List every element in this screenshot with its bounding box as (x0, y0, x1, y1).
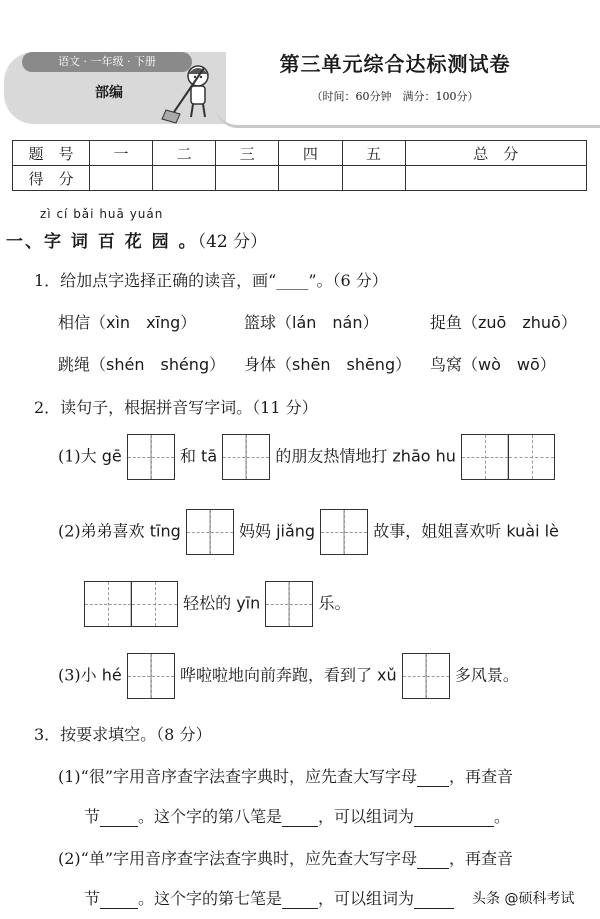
series-label: 语文 · 一年级 · 下册 (22, 52, 192, 72)
table-cell: 三 (216, 141, 279, 166)
header (0, 0, 600, 130)
score-input-cell[interactable] (342, 166, 405, 191)
writing-grid[interactable] (461, 434, 555, 480)
writing-grid[interactable] (265, 581, 313, 627)
table-cell: 一 (90, 141, 153, 166)
q2-prompt: 2．读句子，根据拼音写字词。（11 分） (34, 398, 318, 417)
writing-grid[interactable] (84, 581, 178, 627)
score-table (12, 140, 587, 191)
score-input-cell[interactable] (405, 166, 586, 191)
student-sweeping-icon (160, 62, 220, 124)
answer-blank[interactable] (414, 807, 494, 827)
q2-sentence-2-cont: 轻松的 yīn 乐。 (84, 581, 350, 627)
q3-item-1-line-1: (1)“很”字用音序查字法查字典时，应先查大写字母 ，再查音 (58, 767, 514, 786)
q1-item[interactable]: 身体（shēn shēng） (244, 355, 412, 374)
section1-points: （42 分） (197, 232, 268, 252)
header-divider (215, 105, 600, 128)
q1-item[interactable]: 捉鱼（zuō zhuō） (430, 313, 577, 332)
q3-item-1-line-2: 节 。这个字的第八笔是 ，可以组词为 。 (84, 807, 511, 826)
q1-item[interactable]: 相信（xìn xīng） (58, 313, 197, 332)
q3-item-2-line-2: 节 。这个字的第七笔是 ，可以组词为 (84, 886, 454, 909)
page-title: 第三单元综合达标测试卷 (279, 52, 511, 76)
table-cell: 得 分 (13, 166, 90, 191)
writing-grid[interactable] (127, 434, 175, 480)
score-input-cell[interactable] (153, 166, 216, 191)
table-cell: 四 (279, 141, 342, 166)
answer-blank[interactable] (100, 889, 138, 909)
q1-item[interactable]: 跳绳（shén shéng） (58, 355, 226, 374)
q3-prompt: 3．按要求填空。（8 分） (34, 725, 212, 744)
q2-sentence-1: (1)大 gē 和 tā 的朋友热情地打 zhāo hu (58, 434, 555, 480)
edition-label: 部编 (95, 85, 123, 101)
q1-item[interactable]: 鸟窝（wò wō） (430, 355, 556, 374)
score-table-header-row (13, 141, 587, 166)
score-input-cell[interactable] (216, 166, 279, 191)
answer-blank[interactable] (282, 807, 318, 827)
table-cell: 总 分 (405, 141, 586, 166)
q1-item[interactable]: 篮球（lán nán） (244, 313, 379, 332)
watermark: 头条 @硕科考试 (470, 888, 576, 908)
writing-grid[interactable] (320, 509, 368, 555)
writing-grid[interactable] (186, 509, 234, 555)
score-input-cell[interactable] (90, 166, 153, 191)
writing-grid[interactable] (127, 653, 175, 699)
writing-grid[interactable] (402, 653, 450, 699)
answer-blank[interactable] (417, 767, 449, 787)
section1-title: 一、字 词 百 花 园 。 (6, 232, 198, 252)
score-input-cell[interactable] (279, 166, 342, 191)
section1-pinyin: zì cí bǎi huā yuán (40, 207, 164, 221)
answer-blank[interactable] (282, 889, 318, 909)
section1-heading (6, 227, 267, 252)
time-and-score-note: （时间：60分钟 满分：100分） (311, 90, 479, 103)
q1-prompt: 1．给加点字选择正确的读音，画“____”。（6 分） (34, 271, 388, 290)
q2-sentence-2: (2)弟弟喜欢 tīng 妈妈 jiǎng 故事，姐姐喜欢听 kuài lè (58, 509, 559, 555)
answer-blank[interactable] (414, 889, 454, 909)
answer-blank[interactable] (417, 849, 449, 869)
answer-blank[interactable] (100, 807, 138, 827)
table-cell: 二 (153, 141, 216, 166)
writing-grid[interactable] (222, 434, 270, 480)
q2-sentence-3: (3)小 hé 哗啦啦地向前奔跑，看到了 xǔ 多风景。 (58, 653, 519, 699)
q3-item-2-line-1: (2)“单”字用音序查字法查字典时，应先查大写字母 ，再查音 (58, 849, 514, 868)
table-cell: 五 (342, 141, 405, 166)
score-table-score-row (13, 166, 587, 191)
table-cell: 题 号 (13, 141, 90, 166)
